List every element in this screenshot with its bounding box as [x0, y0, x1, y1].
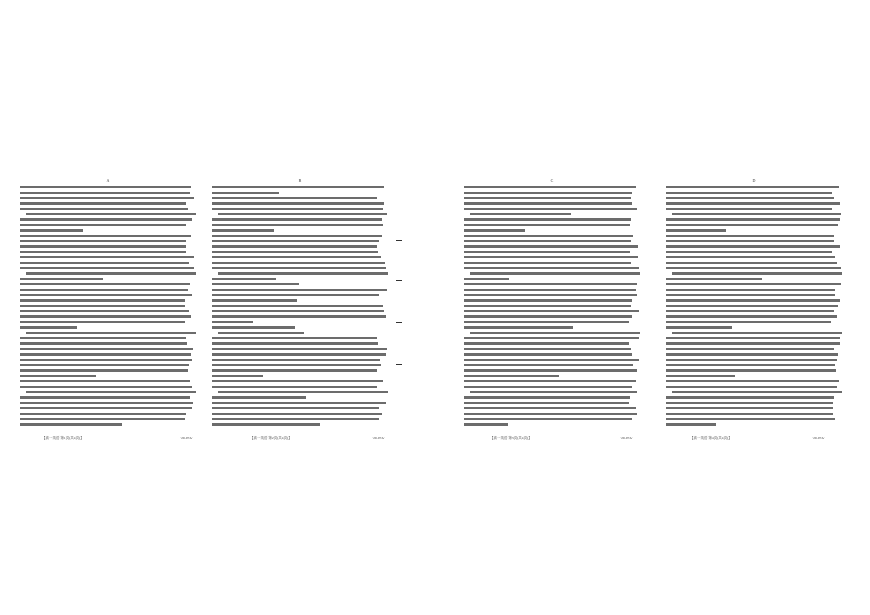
text-line — [666, 341, 842, 346]
text-line — [464, 314, 640, 319]
text-line — [464, 271, 640, 276]
text-line — [20, 298, 196, 303]
text-line — [212, 352, 388, 357]
exam-page-left — [0, 0, 430, 615]
text-line — [464, 395, 640, 400]
column-D — [666, 178, 842, 428]
text-line — [20, 271, 196, 276]
text-line — [212, 368, 388, 373]
column-C — [464, 178, 640, 428]
text-line — [464, 422, 640, 427]
section-letter: D — [752, 178, 756, 183]
text-line — [212, 217, 388, 222]
column-B — [212, 178, 388, 428]
text-line — [666, 244, 842, 249]
text-line — [464, 190, 640, 195]
text-line — [666, 368, 842, 373]
column-A — [20, 178, 196, 428]
text-line — [20, 217, 196, 222]
text-line — [20, 244, 196, 249]
text-line — [464, 368, 640, 373]
text-line — [212, 244, 388, 249]
text-line — [212, 201, 388, 206]
text-line — [464, 244, 640, 249]
page-code: ·20-07A· — [620, 436, 634, 440]
text-line — [666, 271, 842, 276]
text-line — [20, 368, 196, 373]
text-line — [464, 201, 640, 206]
section-letter: C — [550, 178, 554, 183]
text-line — [212, 341, 388, 346]
text-line — [20, 341, 196, 346]
text-line — [666, 352, 842, 357]
text-line — [20, 352, 196, 357]
text-line — [212, 422, 388, 427]
page-footer: 【高一英语 第4页(共4页)】 — [690, 436, 732, 440]
page-code: ·20-07A· — [180, 436, 194, 440]
text-line — [666, 411, 842, 416]
text-line — [666, 314, 842, 319]
text-line — [666, 395, 842, 400]
text-line — [212, 411, 388, 416]
text-line — [20, 422, 196, 427]
text-line — [666, 298, 842, 303]
text-line — [464, 217, 640, 222]
page-footer: 【高一英语 第2页(共4页)】 — [250, 436, 292, 440]
text-line — [20, 395, 196, 400]
text-line — [464, 298, 640, 303]
text-line — [666, 422, 842, 427]
text-line — [212, 314, 388, 319]
text-line — [20, 314, 196, 319]
page-code: ·20-07A· — [812, 436, 826, 440]
binding-fold-marks — [396, 230, 402, 400]
text-line — [666, 217, 842, 222]
text-line — [20, 190, 196, 195]
text-line — [464, 341, 640, 346]
text-line — [464, 411, 640, 416]
text-line — [464, 352, 640, 357]
text-line — [666, 190, 842, 195]
text-line — [212, 271, 388, 276]
exam-page-right — [440, 0, 870, 615]
text-line — [20, 411, 196, 416]
page-footer: 【高一英语 第1页(共4页)】 — [42, 436, 84, 440]
text-line — [666, 201, 842, 206]
section-letter: A — [106, 178, 110, 183]
page-footer: 【高一英语 第3页(共4页)】 — [490, 436, 532, 440]
section-letter: B — [298, 178, 302, 183]
page-code: ·20-07A· — [372, 436, 386, 440]
text-line — [20, 201, 196, 206]
